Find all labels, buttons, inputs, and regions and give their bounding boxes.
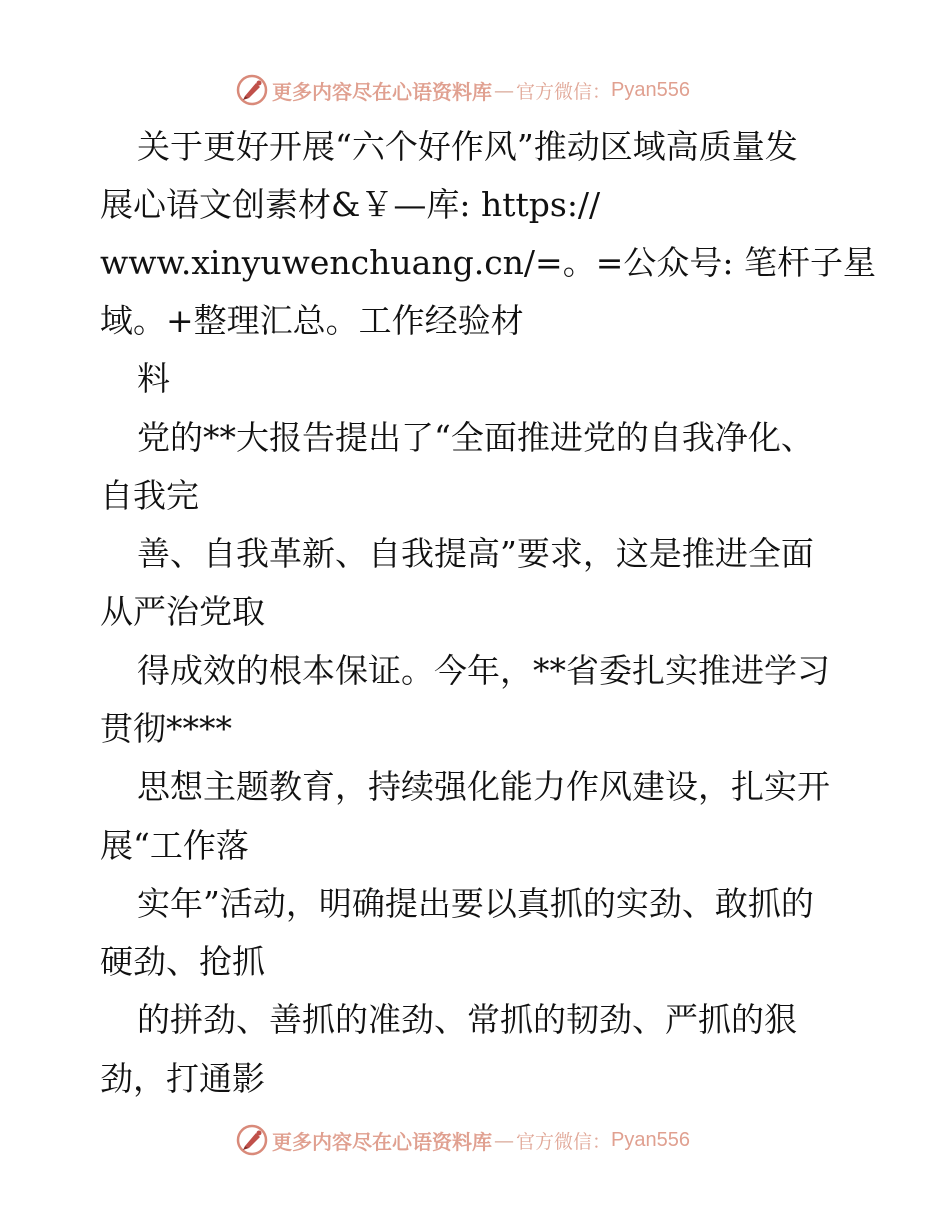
pen-logo-icon xyxy=(236,1124,268,1156)
banner-main-text: 更多内容尽在心语资料库 xyxy=(272,79,492,104)
body-line: 党的**大报告提出了“全面推进党的自我净化、 xyxy=(137,418,814,457)
body-line: 展心语文创素材&￥—库: https:// xyxy=(100,185,601,224)
body-line: 自我完 xyxy=(100,476,199,515)
banner-sub-text: 官方微信： xyxy=(516,80,612,103)
body-line: 关于更好开展“六个好作风”推动区域高质量发 xyxy=(137,127,798,166)
body-line: 思想主题教育，持续强化能力作风建设，扎实开 xyxy=(137,767,830,806)
banner-handle: Pyan556 xyxy=(611,1128,690,1151)
body-line: 得成效的根本保证。今年，**省委扎实推进学习 xyxy=(137,651,830,690)
header-watermark-banner xyxy=(236,73,690,107)
body-line: 从严治党取 xyxy=(100,592,265,631)
body-line: www.xinyuwenchuang.cn/=。=公众号: 笔杆子星 xyxy=(100,243,876,282)
pen-logo-icon xyxy=(236,74,268,106)
body-line: 域。+整理汇总。工作经验材 xyxy=(100,301,524,340)
banner-handle: Pyan556 xyxy=(611,78,690,101)
banner-sub-text: 官方微信： xyxy=(516,1130,612,1153)
body-line: 劲，打通影 xyxy=(100,1059,265,1098)
body-line: 贯彻**** xyxy=(100,709,232,748)
banner-separator: — xyxy=(494,1128,514,1152)
body-line: 实年”活动，明确提出要以真抓的实劲、敢抓的 xyxy=(137,884,814,923)
footer-watermark-banner xyxy=(236,1123,690,1157)
body-line: 的拼劲、善抓的准劲、常抓的韧劲、严抓的狠 xyxy=(137,1000,797,1039)
body-line: 料 xyxy=(137,359,170,398)
banner-main-text: 更多内容尽在心语资料库 xyxy=(272,1129,492,1154)
body-line: 硬劲、抢抓 xyxy=(100,942,265,981)
body-line: 展“工作落 xyxy=(100,826,249,865)
body-line: 善、自我革新、自我提高”要求，这是推进全面 xyxy=(137,534,814,573)
banner-separator: — xyxy=(494,78,514,102)
